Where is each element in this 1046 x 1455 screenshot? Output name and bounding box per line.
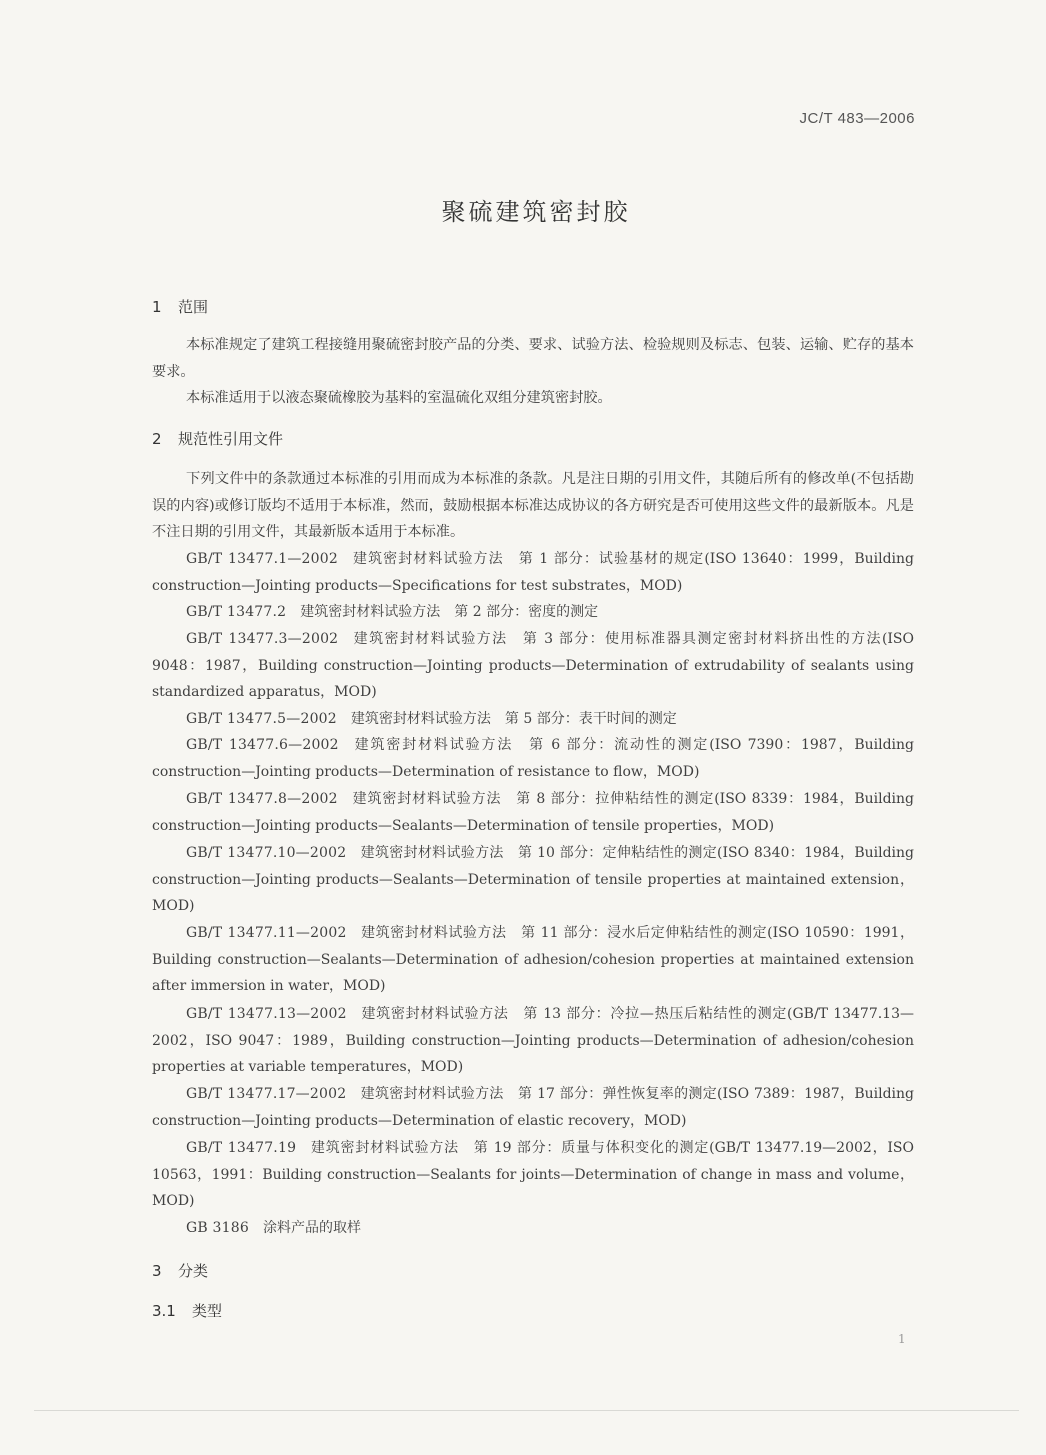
reference-code: GB/T 13477.10—2002 [186, 845, 347, 861]
reference-item [152, 786, 914, 839]
section-title: 类型 [192, 1302, 223, 1320]
section-number: 1 [152, 298, 162, 316]
section-3-heading [152, 1260, 208, 1281]
section-1-paragraph-1: 本标准规定了建筑工程接缝用聚硫密封胶产品的分类、要求、试验方法、检验规则及标志、包装、运输、贮存的基本要求。 [152, 337, 914, 380]
reference-item [152, 1001, 914, 1081]
reference-code: GB/T 13477.19 [186, 1140, 297, 1156]
section-1-heading [152, 296, 208, 317]
reference-text: 第 11 部分：浸水后定伸粘结性的测定(ISO 10590：1991，Building construction—Sealants—Determination of adhesion/cohesion properties at maintained extension after immersion in water，MOD) [152, 925, 914, 994]
reference-title: 建筑密封材料试验方法 [360, 1006, 509, 1022]
reference-code: GB/T 13477.2 [186, 604, 287, 620]
reference-item [152, 626, 914, 706]
reference-title: 建筑密封材料试验方法 [360, 925, 507, 941]
reference-title: 建筑密封材料试验方法 [352, 737, 514, 753]
section-2-intro: 下列文件中的条款通过本标准的引用而成为本标准的条款。凡是注日期的引用文件，其随后所有的修改单(不包括勘误的内容)或修订版均不适用于本标准，然而，鼓励根据本标准达成协议的各方研究是否可使用这些文件的最新版本。凡是不注日期的引用文件，其最新版本适用于本标准。 [152, 471, 914, 540]
reference-text: 第 8 部分：拉伸粘结性的测定(ISO 8339：1984，Building construction—Jointing products—Sealants—Determination of tensile properties，MOD) [152, 791, 915, 834]
reference-text: 第 17 部分：弹性恢复率的测定(ISO 7389：1987，Building construction—Jointing products—Determination of elastic recovery，MOD) [152, 1086, 914, 1129]
reference-item [152, 1081, 914, 1134]
section-title: 分类 [178, 1262, 209, 1280]
footer-divider [34, 1410, 1019, 1411]
reference-text: 第 5 部分：表干时间的测定 [504, 711, 677, 727]
reference-code: GB/T 13477.13—2002 [186, 1006, 347, 1022]
reference-title: 建筑密封材料试验方法 [360, 845, 504, 861]
reference-title: 建筑密封材料试验方法 [351, 791, 502, 807]
reference-item [152, 732, 914, 785]
reference-item [152, 599, 914, 626]
reference-item [152, 1215, 914, 1242]
reference-title: 建筑密封材料试验方法 [350, 711, 491, 727]
section-number: 3 [152, 1262, 162, 1280]
reference-title: 涂料产品的取样 [262, 1220, 361, 1236]
reference-text: 第 6 部分：流动性的测定(ISO 7390：1987，Building construction—Jointing products—Determination of resistance to flow，MOD) [152, 737, 915, 780]
reference-title: 建筑密封材料试验方法 [351, 551, 504, 567]
reference-code: GB/T 13477.17—2002 [186, 1086, 347, 1102]
reference-code: GB/T 13477.8—2002 [186, 791, 338, 807]
section-title: 范围 [178, 298, 209, 316]
standard-number: JC/T 483—2006 [799, 110, 915, 127]
section-number: 2 [152, 430, 162, 448]
reference-code: GB/T 13477.1—2002 [186, 551, 338, 567]
reference-title: 建筑密封材料试验方法 [300, 604, 441, 620]
reference-text: 第 1 部分：试验基材的规定(ISO 13640：1999，Building construction—Jointing products—Specifications for test substrates，MOD) [152, 551, 914, 594]
page-number: 1 [898, 1332, 906, 1346]
section-3-1-heading [152, 1300, 222, 1321]
reference-text: 第 2 部分：密度的测定 [454, 604, 599, 620]
reference-title: 建筑密封材料试验方法 [310, 1140, 459, 1156]
reference-text: 第 13 部分：冷拉—热压后粘结性的测定(GB/T 13477.13—2002，ISO 9047：1989，Building construction—Jointing products—Determination of adhesion/cohesion properties at variable temperatures，MOD) [152, 1006, 914, 1075]
reference-title: 建筑密封材料试验方法 [360, 1086, 504, 1102]
reference-item [152, 546, 914, 599]
reference-text: 第 10 部分：定伸粘结性的测定(ISO 8340：1984，Building construction—Jointing products—Sealants—Determination of tensile properties at maintained extension，MOD) [152, 845, 914, 914]
reference-item [152, 1135, 914, 1215]
section-title: 规范性引用文件 [178, 430, 284, 448]
reference-item [152, 840, 914, 920]
reference-code: GB/T 13477.6—2002 [186, 737, 339, 753]
section-2-heading [152, 428, 283, 449]
reference-code: GB 3186 [186, 1220, 249, 1236]
section-1-paragraph-2: 本标准适用于以液态聚硫橡胶为基料的室温硫化双组分建筑密封胶。 [186, 390, 612, 406]
section-number: 3.1 [152, 1302, 176, 1320]
reference-code: GB/T 13477.3—2002 [186, 631, 339, 647]
reference-title: 建筑密封材料试验方法 [352, 631, 508, 647]
reference-item [152, 920, 914, 1000]
reference-item [152, 706, 914, 733]
reference-code: GB/T 13477.11—2002 [186, 925, 347, 941]
reference-text: 第 19 部分：质量与体积变化的测定(GB/T 13477.19—2002，ISO 10563，1991：Building construction—Sealants for joints—Determination of change in mass and volume，MOD) [152, 1140, 914, 1209]
document-title: 聚硫建筑密封胶 [441, 198, 631, 226]
reference-text: 第 3 部分：使用标准器具测定密封材料挤出性的方法(ISO 9048：1987，Building construction—Jointing products—Determination of extrudability of sealants using standardized apparatus，MOD) [152, 631, 915, 700]
reference-code: GB/T 13477.5—2002 [186, 711, 337, 727]
